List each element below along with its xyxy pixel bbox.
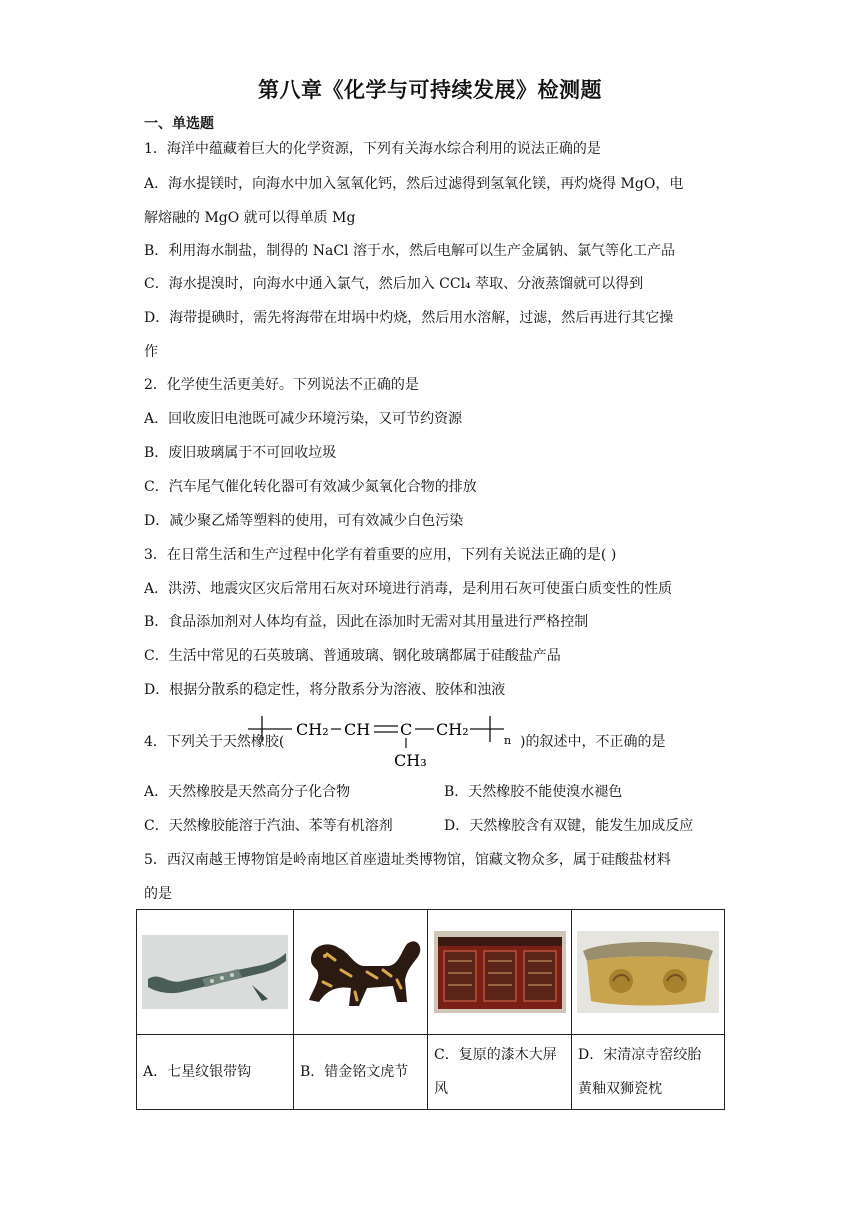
question-4-option-b: B．天然橡胶不能使溴水褪色 [444,784,623,800]
option-d-caption [572,1035,725,1110]
question-1-option-d: D．海带提碘时，需先将海带在坩埚中灼烧，然后用水溶解，过滤，然后再进行其它操 [144,310,674,326]
question-1-option-d-cont: 作 [144,344,158,360]
question-1-option-a: A．海水提镁时，向海水中加入氢氧化钙，然后过滤得到氢氧化镁，再灼烧得 MgO，电 [144,176,684,192]
option-b-image-cell [294,910,428,1035]
porcelain-pillow-image [577,931,719,1013]
formula-ch3: CH₃ [394,751,427,770]
option-a-label: A．七星纹银带钩 [143,1064,252,1080]
formula-ch: CH [344,720,371,739]
question-5-options-table [136,909,725,1110]
option-d-label-cont: 黄釉双狮瓷枕 [578,1081,662,1097]
question-5-stem: 5．西汉南越王博物馆是岭南地区首座遗址类博物馆，馆藏文物众多，属于硅酸盐材料 [144,852,671,868]
option-c-label-cont: 风 [434,1081,448,1097]
lacquer-wood-screen-image [434,931,566,1013]
option-a-image-cell [137,910,294,1035]
option-d-label: D．宋清凉寺窑绞胎 [578,1047,702,1063]
question-1-option-b: B．利用海水制盐，制得的 NaCl 溶于水，然后电解可以生产金属钠、氯气等化工产品 [144,243,675,259]
option-c-caption [428,1035,572,1110]
option-b-caption [294,1035,428,1110]
question-1-stem: 1．海洋中蕴藏着巨大的化学资源，下列有关海水综合利用的说法正确的是 [144,141,601,157]
question-3-stem: 3．在日常生活和生产过程中化学有着重要的应用，下列有关说法正确的是( ) [144,547,617,563]
question-5-stem-cont: 的是 [144,886,172,902]
question-4-option-c: C．天然橡胶能溶于汽油、苯等有机溶剂 [144,818,393,834]
question-3-option-d: D．根据分散系的稳定性，将分散系分为溶液、胶体和浊液 [144,682,506,698]
question-4-option-d: D．天然橡胶含有双键，能发生加成反应 [444,818,694,834]
section-heading: 一、单选题 [144,116,214,132]
question-1-option-a-cont: 解熔融的 MgO 就可以得单质 Mg [144,210,356,226]
formula-c: C [400,720,413,739]
formula-ch2-right: CH₂ [436,720,469,739]
question-4-option-a: A．天然橡胶是天然高分子化合物 [144,784,351,800]
option-b-label: B．错金铭文虎节 [300,1064,409,1080]
page-title: 第八章《化学与可持续发展》检测题 [258,77,602,102]
question-2-option-d: D．减少聚乙烯等塑料的使用，可有效减少白色污染 [144,513,464,529]
question-2-stem: 2．化学使生活更美好。下列说法不正确的是 [144,377,419,393]
silver-belt-hook-image [142,935,288,1009]
question-3-option-a: A．洪涝、地震灾区灾后常用石灰对环境进行消毒，是利用石灰可使蛋白质变性的性质 [144,581,673,597]
formula-ch2-left: CH₂ [296,720,329,739]
question-2-option-b: B．废旧玻璃属于不可回收垃圾 [144,445,337,461]
question-3-option-c: C．生活中常见的石英玻璃、普通玻璃、钢化玻璃都属于硅酸盐产品 [144,648,561,664]
gold-inlaid-tiger-tally-image [297,930,425,1014]
option-a-caption [137,1035,294,1110]
option-d-image-cell [572,910,725,1035]
question-3-option-b: B．食品添加剂对人体均有益，因此在添加时无需对其用量进行严格控制 [144,614,589,630]
option-c-label: C．复原的漆木大屏 [434,1047,557,1063]
option-c-image-cell [428,910,572,1035]
question-2-option-c: C．汽车尾气催化转化器可有效减少氮氧化合物的排放 [144,479,477,495]
natural-rubber-formula [248,712,518,770]
formula-subscript-n: n [504,734,512,747]
question-2-option-a: A．回收废旧电池既可减少环境污染，又可节约资源 [144,411,463,427]
question-4-stem-suffix: )的叙述中，不正确的是 [520,734,666,750]
question-4-stem-prefix: 4．下列关于天然橡胶( [144,734,285,750]
question-1-option-c: C．海水提溴时，向海水中通入氯气，然后加入 CCl₄ 萃取、分液蒸馏就可以得到 [144,276,644,292]
